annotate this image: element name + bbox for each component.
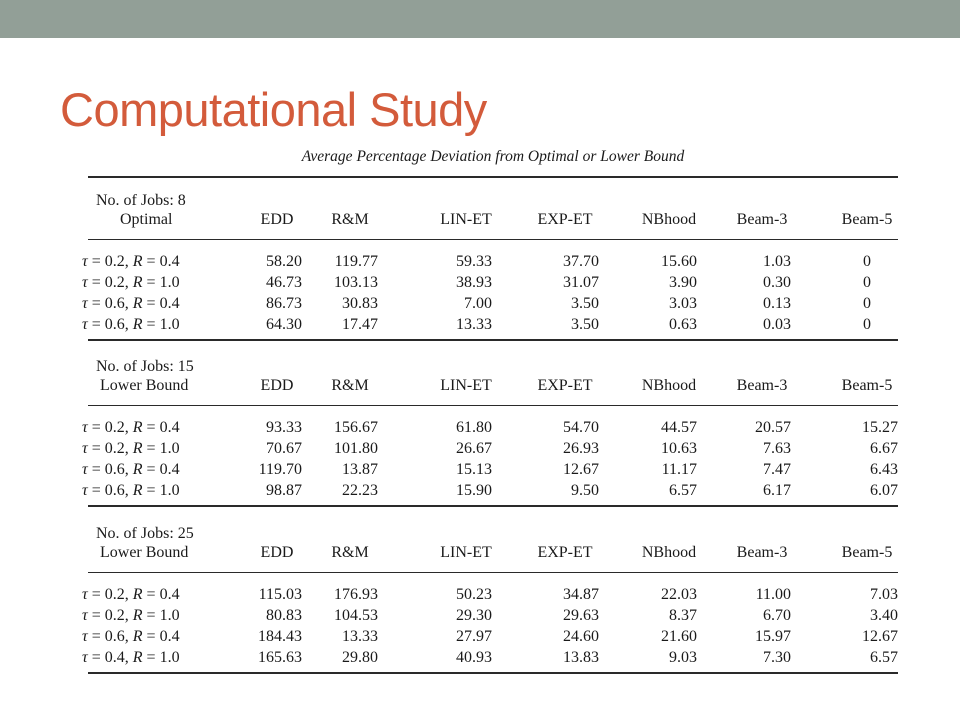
row-label	[82, 253, 180, 271]
row-label	[82, 419, 180, 437]
tau-symbol: τ	[82, 440, 88, 457]
tau-symbol: τ	[82, 461, 88, 478]
equals-sign: =	[142, 419, 160, 436]
table-cell: 156.67	[334, 419, 378, 436]
table-cell: 15.13	[456, 461, 492, 478]
column-header: R&M	[331, 544, 369, 561]
r-value: 0.4	[159, 628, 180, 645]
results-table	[82, 146, 898, 680]
table-cell: 70.67	[266, 440, 302, 457]
table-cell: 50.23	[456, 586, 492, 603]
table-cell: 7.47	[763, 461, 791, 478]
table-cell: 20.57	[755, 419, 791, 436]
section-heading-jobs: No. of Jobs: 15	[96, 358, 194, 375]
table-cell: 26.93	[563, 440, 599, 457]
table-cell: 0.63	[669, 316, 697, 333]
tau-value: 0.2	[104, 586, 125, 603]
equals-sign: =	[142, 649, 160, 666]
table-cell: 0.30	[763, 274, 791, 291]
equals-sign: =	[142, 316, 160, 333]
table-cell: 38.93	[456, 274, 492, 291]
table-cell: 3.40	[870, 607, 898, 624]
row-label	[82, 461, 180, 479]
table-cell: 3.03	[669, 295, 697, 312]
table-cell: 115.03	[258, 586, 302, 603]
tau-value: 0.6	[104, 461, 125, 478]
table-cell: 6.43	[870, 461, 898, 478]
equals-sign: =	[87, 482, 105, 499]
r-symbol: R	[132, 274, 143, 291]
table-cell: 7.00	[464, 295, 492, 312]
table-cell: 29.63	[563, 607, 599, 624]
column-header: Beam-5	[841, 377, 893, 394]
tau-symbol: τ	[82, 586, 88, 603]
equals-sign: =	[142, 586, 160, 603]
tau-symbol: τ	[82, 316, 88, 333]
table-cell: 29.80	[342, 649, 378, 666]
table-cell: 3.50	[571, 316, 599, 333]
table-cell: 0	[863, 253, 871, 270]
equals-sign: =	[87, 649, 105, 666]
table-cell: 9.03	[669, 649, 697, 666]
table-cell: 7.30	[763, 649, 791, 666]
table-cell: 30.83	[342, 295, 378, 312]
table-cell: 98.87	[266, 482, 302, 499]
r-value: 1.0	[159, 649, 180, 666]
separator: ,	[124, 253, 133, 270]
column-header: R&M	[331, 211, 369, 228]
table-cell: 7.63	[763, 440, 791, 457]
column-header: EXP-ET	[537, 377, 593, 394]
column-header: R&M	[331, 377, 369, 394]
row-label	[82, 628, 180, 646]
table-cell: 40.93	[456, 649, 492, 666]
column-header: EXP-ET	[537, 211, 593, 228]
r-value: 1.0	[159, 440, 180, 457]
tau-value: 0.6	[104, 482, 125, 499]
table-cell: 6.17	[763, 482, 791, 499]
separator: ,	[124, 295, 133, 312]
table-cell: 6.70	[763, 607, 791, 624]
tau-symbol: τ	[82, 482, 88, 499]
table-cell: 46.73	[266, 274, 302, 291]
table-cell: 12.67	[563, 461, 599, 478]
table-cell: 13.83	[563, 649, 599, 666]
equals-sign: =	[142, 461, 160, 478]
column-header: LIN-ET	[440, 377, 492, 394]
table-cell: 6.07	[870, 482, 898, 499]
r-symbol: R	[132, 419, 143, 436]
equals-sign: =	[142, 482, 160, 499]
row-label	[82, 274, 180, 292]
column-header: EXP-ET	[537, 544, 593, 561]
r-symbol: R	[132, 649, 143, 666]
equals-sign: =	[87, 607, 105, 624]
column-header: Beam-3	[736, 544, 788, 561]
r-symbol: R	[132, 253, 143, 270]
row-label	[82, 440, 180, 458]
table-cell: 80.83	[266, 607, 302, 624]
separator: ,	[124, 274, 133, 291]
separator: ,	[124, 440, 133, 457]
table-caption: Average Percentage Deviation from Optimal or Lower Bound	[301, 148, 685, 165]
table-cell: 3.50	[571, 295, 599, 312]
table-cell: 9.50	[571, 482, 599, 499]
separator: ,	[124, 628, 133, 645]
table-cell: 11.00	[755, 586, 791, 603]
column-header: LIN-ET	[440, 211, 492, 228]
table-cell: 103.13	[334, 274, 378, 291]
table-cell: 0	[863, 316, 871, 333]
section-bottom-rule	[88, 339, 898, 341]
equals-sign: =	[142, 253, 160, 270]
equals-sign: =	[87, 419, 105, 436]
table-cell: 6.57	[870, 649, 898, 666]
table-cell: 7.03	[870, 586, 898, 603]
table-cell: 13.33	[456, 316, 492, 333]
table-cell: 13.33	[342, 628, 378, 645]
equals-sign: =	[142, 607, 160, 624]
equals-sign: =	[87, 628, 105, 645]
tau-value: 0.6	[104, 295, 125, 312]
column-header: LIN-ET	[440, 544, 492, 561]
table-cell: 0.03	[763, 316, 791, 333]
equals-sign: =	[142, 628, 160, 645]
table-cell: 64.30	[266, 316, 302, 333]
table-cell: 37.70	[563, 253, 599, 270]
column-header: EDD	[260, 377, 294, 394]
table-cell: 86.73	[266, 295, 302, 312]
tau-symbol: τ	[82, 274, 88, 291]
separator: ,	[124, 316, 133, 333]
table-cell: 119.70	[258, 461, 302, 478]
slide-title: Computational Study	[60, 83, 487, 136]
table-cell: 6.67	[870, 440, 898, 457]
table-cell: 101.80	[334, 440, 378, 457]
tau-symbol: τ	[82, 253, 88, 270]
section-heading-jobs: No. of Jobs: 25	[96, 525, 194, 542]
equals-sign: =	[142, 274, 160, 291]
separator: ,	[124, 461, 133, 478]
table-cell: 0.13	[763, 295, 791, 312]
equals-sign: =	[142, 295, 160, 312]
table-cell: 17.47	[342, 316, 378, 333]
tau-value: 0.2	[104, 607, 125, 624]
section-bottom-rule	[88, 505, 898, 507]
column-header: NBhood	[641, 377, 697, 394]
column-header: NBhood	[641, 211, 697, 228]
row-label	[82, 607, 180, 625]
table-cell: 59.33	[456, 253, 492, 270]
tau-symbol: τ	[82, 649, 88, 666]
r-value: 1.0	[159, 274, 180, 291]
r-value: 0.4	[159, 461, 180, 478]
table-cell: 165.63	[258, 649, 302, 666]
separator: ,	[124, 586, 133, 603]
r-value: 0.4	[159, 586, 180, 603]
r-symbol: R	[132, 295, 143, 312]
table-cell: 31.07	[563, 274, 599, 291]
separator: ,	[124, 607, 133, 624]
table-cell: 93.33	[266, 419, 302, 436]
table-cell: 11.17	[661, 461, 697, 478]
table-top-rule	[88, 176, 898, 178]
section-heading-bound: Lower Bound	[100, 544, 189, 561]
table-cell: 12.67	[862, 628, 898, 645]
table-cell: 3.90	[669, 274, 697, 291]
r-value: 0.4	[159, 253, 180, 270]
column-header: NBhood	[641, 544, 697, 561]
row-label	[82, 316, 180, 334]
tau-value: 0.6	[104, 316, 125, 333]
r-symbol: R	[132, 461, 143, 478]
table-cell: 10.63	[661, 440, 697, 457]
tau-value: 0.2	[104, 253, 125, 270]
table-cell: 26.67	[456, 440, 492, 457]
table-cell: 6.57	[669, 482, 697, 499]
table-cell: 24.60	[563, 628, 599, 645]
column-header: Beam-3	[736, 211, 788, 228]
tau-value: 0.2	[104, 274, 125, 291]
tau-value: 0.4	[104, 649, 125, 666]
section-header-rule	[88, 239, 898, 240]
column-header: EDD	[260, 544, 294, 561]
section-heading-bound: Optimal	[120, 211, 173, 228]
r-value: 1.0	[159, 607, 180, 624]
r-symbol: R	[132, 607, 143, 624]
table-cell: 176.93	[334, 586, 378, 603]
column-header: Beam-3	[736, 377, 788, 394]
column-header: Beam-5	[841, 544, 893, 561]
table-cell: 0	[863, 274, 871, 291]
equals-sign: =	[87, 461, 105, 478]
equals-sign: =	[87, 586, 105, 603]
equals-sign: =	[142, 440, 160, 457]
table-cell: 104.53	[334, 607, 378, 624]
equals-sign: =	[87, 253, 105, 270]
r-value: 1.0	[159, 482, 180, 499]
table-cell: 22.03	[661, 586, 697, 603]
r-symbol: R	[132, 586, 143, 603]
equals-sign: =	[87, 440, 105, 457]
r-symbol: R	[132, 482, 143, 499]
table-cell: 27.97	[456, 628, 492, 645]
table-cell: 119.77	[334, 253, 378, 270]
table-cell: 61.80	[456, 419, 492, 436]
equals-sign: =	[87, 295, 105, 312]
row-label	[82, 482, 180, 500]
tau-value: 0.6	[104, 628, 125, 645]
table-cell: 21.60	[661, 628, 697, 645]
column-header: Beam-5	[841, 211, 893, 228]
tau-symbol: τ	[82, 419, 88, 436]
table-cell: 184.43	[258, 628, 302, 645]
section-bottom-rule	[88, 672, 898, 674]
r-value: 1.0	[159, 316, 180, 333]
r-symbol: R	[132, 628, 143, 645]
table-cell: 29.30	[456, 607, 492, 624]
tau-symbol: τ	[82, 607, 88, 624]
table-cell: 1.03	[763, 253, 791, 270]
table-cell: 15.27	[862, 419, 898, 436]
top-bar	[0, 0, 960, 38]
table-cell: 22.23	[342, 482, 378, 499]
tau-symbol: τ	[82, 295, 88, 312]
separator: ,	[124, 649, 133, 666]
row-label	[82, 649, 180, 667]
r-symbol: R	[132, 316, 143, 333]
table-cell: 13.87	[342, 461, 378, 478]
row-label	[82, 295, 180, 313]
table-cell: 54.70	[563, 419, 599, 436]
equals-sign: =	[87, 316, 105, 333]
table-cell: 44.57	[661, 419, 697, 436]
table-cell: 58.20	[266, 253, 302, 270]
row-label	[82, 586, 180, 604]
separator: ,	[124, 419, 133, 436]
r-value: 0.4	[159, 295, 180, 312]
tau-value: 0.2	[104, 440, 125, 457]
tau-value: 0.2	[104, 419, 125, 436]
table-cell: 8.37	[669, 607, 697, 624]
column-header: EDD	[260, 211, 294, 228]
r-symbol: R	[132, 440, 143, 457]
table-cell: 34.87	[563, 586, 599, 603]
section-heading-bound: Lower Bound	[100, 377, 189, 394]
r-value: 0.4	[159, 419, 180, 436]
table-cell: 0	[863, 295, 871, 312]
tau-symbol: τ	[82, 628, 88, 645]
equals-sign: =	[87, 274, 105, 291]
section-header-rule	[88, 405, 898, 406]
section-header-rule	[88, 572, 898, 573]
section-heading-jobs: No. of Jobs: 8	[96, 192, 186, 209]
separator: ,	[124, 482, 133, 499]
table-cell: 15.60	[661, 253, 697, 270]
table-cell: 15.90	[456, 482, 492, 499]
table-cell: 15.97	[755, 628, 791, 645]
